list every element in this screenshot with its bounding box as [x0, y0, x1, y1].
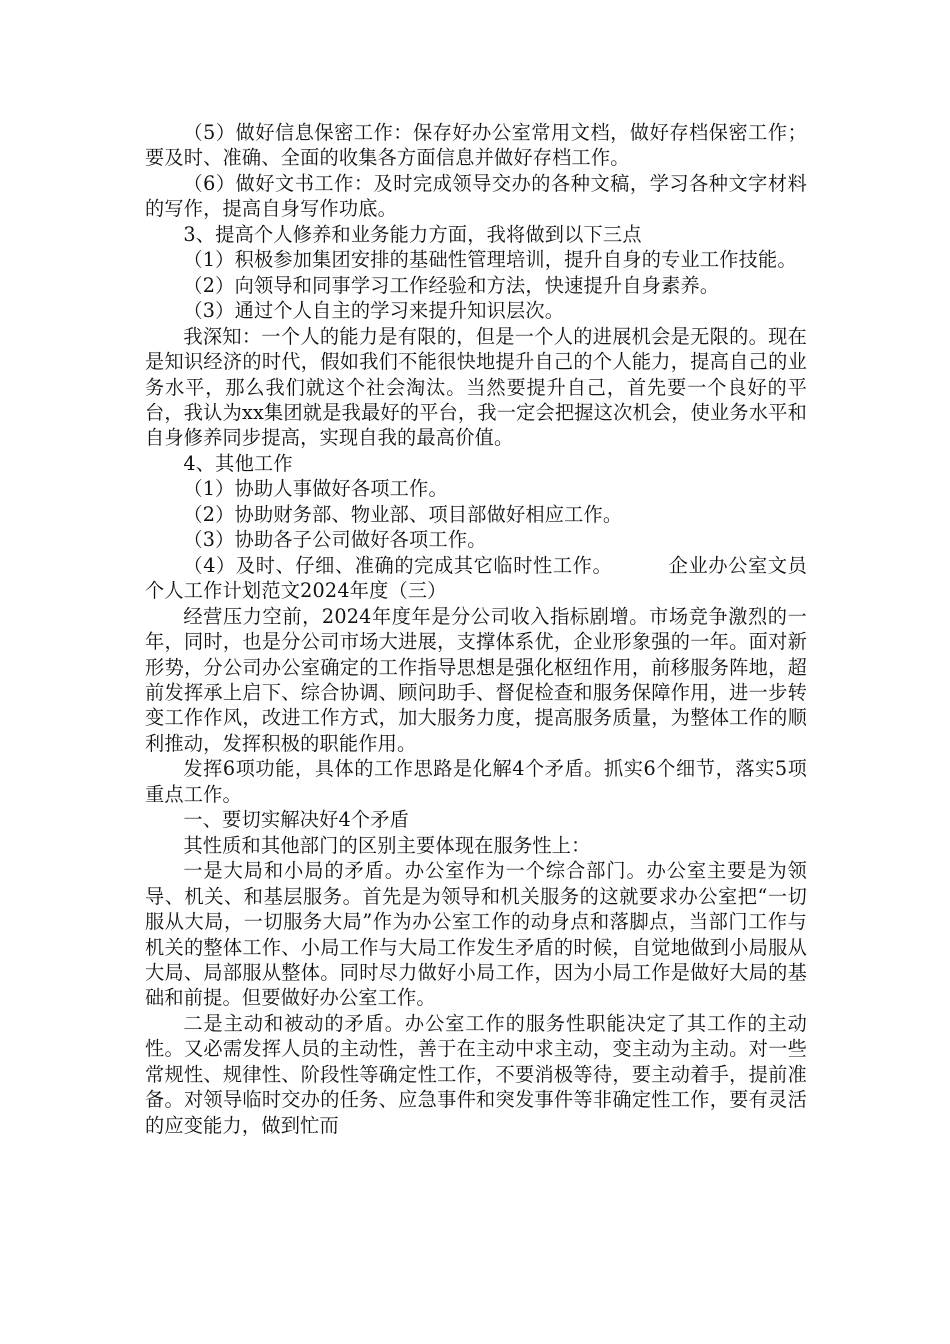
- heading-text: 一、要切实解决好4个矛盾: [183, 808, 410, 832]
- paragraph-text: （5）做好信息保密工作：保存好办公室常用文档，做好存档保密工作；要及时、准确、全面的收集各方面信息并做好存档工作。: [145, 121, 807, 170]
- section-heading-one: [145, 807, 807, 832]
- paragraph-text: （1）积极参加集团安排的基础性管理培训，提升自身的专业工作技能。: [183, 248, 797, 272]
- paragraph-item-5-confidentiality: [145, 120, 807, 171]
- paragraph-item-2-learning: [145, 273, 807, 298]
- paragraph-text: 我深知：一个人的能力是有限的，但是一个人的进展机会是无限的。现在是知识经济的时代，假如我们不能很快地提升自己的个人能力，提高自己的业务水平，那么我们就这个社会淘汰。当然要提升自己，首先要一个良好的平台，我认为xx集团就是我最好的平台，我一定会把握这次机会，使业务水平和自身修养同步提高，实现自我的最高价值。: [145, 324, 807, 450]
- paragraph-text: （3）通过个人自主的学习来提升知识层次。: [183, 299, 565, 323]
- paragraph-text: 发挥6项功能，具体的工作思路是化解4个矛盾。抓实6个细节，落实5项重点工作。: [145, 757, 807, 806]
- paragraph-text: （1）协助人事做好各项工作。: [183, 477, 448, 501]
- heading-text: 4、其他工作: [183, 451, 293, 475]
- paragraph-other-1: [145, 476, 807, 501]
- paragraph-functions: [145, 756, 807, 807]
- paragraph-item-1-training: [145, 247, 807, 272]
- paragraph-text: （4）及时、仔细、准确的完成其它临时性工作。: [183, 553, 613, 577]
- paragraph-text: （3）协助各子公司做好各项工作。: [183, 528, 487, 552]
- paragraph-item-3-self-study: [145, 298, 807, 323]
- paragraph-text: （6）做好文书工作：及时完成领导交办的各种文稿，学习各种文字材料的写作，提高自身写作功底。: [145, 171, 807, 221]
- document-body: [145, 120, 807, 1138]
- paragraph-contradiction-2: [145, 1011, 807, 1138]
- section-heading-3: [145, 222, 807, 247]
- paragraph-text: 二是主动和被动的矛盾。办公室工作的服务性职能决定了其工作的主动性。又必需发挥人员的主动性，善于在主动中求主动，变主动为主动。对一些常规性、规律性、阶段性等确定性工作，不要消极等待，要主动着手，提前准备。对领导临时交办的任务、应急事件和突发事件等非确定性工作，要有灵活的应变能力，做到忙而: [145, 1011, 807, 1137]
- paragraph-other-4-with-title: [145, 553, 807, 604]
- heading-text: 3、提高个人修养和业务能力方面，我将做到以下三点: [183, 222, 642, 246]
- section-heading-4: [145, 451, 807, 476]
- paragraph-text: 经营压力空前，2024年度年是分公司收入指标剧增。市场竞争激烈的一年，同时，也是分公司市场大进展，支撑体系优，企业形象强的一年。面对新形势，分公司办公室确定的工作指导思想是强化枢纽作用，前移服务阵地，超前发挥承上启下、综合协调、顾问助手、督促检查和服务保障作用，进一步转变工作作风，改进工作方式，加大服务力度，提高服务质量，为整体工作的顺利推动，发挥积极的职能作用。: [145, 604, 807, 755]
- paragraph-contradiction-1: [145, 858, 807, 1011]
- paragraph-text: 其性质和其他部门的区别主要体现在服务性上：: [183, 833, 591, 857]
- paragraph-other-3: [145, 527, 807, 552]
- paragraph-item-6-documents: [145, 171, 807, 222]
- paragraph-reflection: [145, 324, 807, 451]
- section-title-text: 企业办公室文员个人工作计划范文2024年度（三）: [145, 553, 808, 603]
- paragraph-text: （2）协助财务部、物业部、项目部做好相应工作。: [183, 502, 623, 526]
- paragraph-text: 一是大局和小局的矛盾。办公室作为一个综合部门。办公室主要是为领导、机关、和基层服务。首先是为领导和机关服务的这就要求办公室把“一切服从大局，一切服务大局”作为办公室工作的动身点和落脚点，当部门工作与机关的整体工作、小局工作与大局工作发生矛盾的时候，自觉地做到小局服从大局、局部服从整体。同时尽力做好小局工作，因为小局工作是做好大局的基础和前提。但要做好办公室工作。: [145, 859, 807, 1010]
- paragraph-nature: [145, 833, 807, 858]
- paragraph-overview: [145, 604, 807, 757]
- paragraph-other-2: [145, 502, 807, 527]
- paragraph-text: （2）向领导和同事学习工作经验和方法，快速提升自身素养。: [183, 273, 720, 297]
